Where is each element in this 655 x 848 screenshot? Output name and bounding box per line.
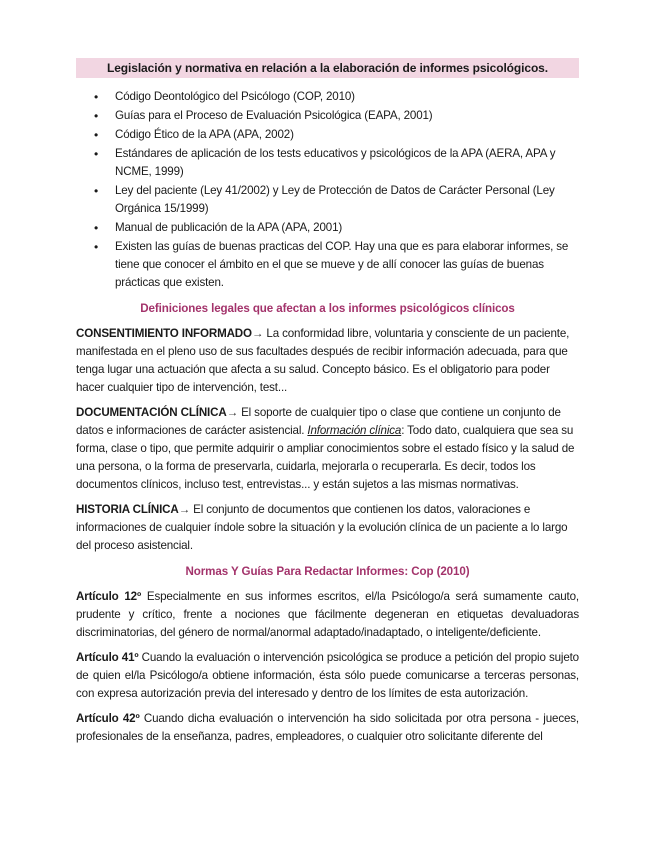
article-text: Cuando la evaluación o intervención psicológica se produce a petición del propio sujeto de quien el/la Psicólogo/a obtiene información, ésta sólo puede comunicarse a terceras personas, con expresa autorización previa del interesado y dentro de los límites de esta autorización. [76,651,579,700]
article-text: Cuando dicha evaluación o intervención ha sido solicitada por otra persona - jueces, profesionales de la enseñanza, padres, empleadores, o cualquier otro solicitante diferente del [76,712,579,743]
section-heading-normas: Normas Y Guías Para Redactar Informes: Cop (2010) [185,565,470,578]
definition-historia [76,501,579,555]
article-label: Artículo 41º [76,651,139,664]
definition-consentimiento [76,325,579,397]
definition-text: La conformidad libre, voluntaria y consciente de un paciente, manifestada en el pleno uso de sus facultades después de recibir información adecuada, para que tenga lugar una actuación que afecta a su salud. Concepto básico. Es el obligatorio para poder hacer cualquier tipo de intervención, test... [76,327,570,394]
list-item: • Código Ético de la APA (APA, 2002) [115,126,579,144]
article-text: Especialmente en sus informes escritos, el/la Psicólogo/a será sumamente cauto, prudente y crítico, frente a nociones que fácilmente degeneran en etiquetas devaluadoras discriminatorias, del género de normal/anormal adaptado/inadaptado, o inteligente/deficiente. [76,590,579,639]
definition-text: El conjunto de documentos que contienen los datos, valoraciones e informaciones de cualquier índole sobre la situación y la evolución clínica de un paciente a lo largo del proceso asistencial. [76,503,568,552]
article-42 [76,710,579,746]
list-item: • Manual de publicación de la APA (APA, 2001) [115,219,579,237]
definition-term: DOCUMENTACIÓN CLÍNICA→ [76,406,239,419]
definition-documentacion [76,404,579,494]
list-item: • Estándares de aplicación de los tests educativos y psicológicos de la APA (AERA, APA y NCME, 1999) [115,145,579,181]
section-heading-definitions: Definiciones legales que afectan a los informes psicológicos clínicos [140,302,515,315]
article-label: Artículo 42º [76,712,140,725]
definition-text: El soporte de cualquier tipo o clase que contiene un conjunto de datos e informaciones de carácter asistencial. [76,406,561,437]
document-title: Legislación y normativa en relación a la elaboración de informes psicológicos. [76,58,579,78]
article-label: Artículo 12º [76,590,142,603]
article-41 [76,649,579,703]
definition-term: HISTORIA CLÍNICA→ [76,503,191,516]
definition-text-after: : Todo dato, cualquiera que sea su forma, clase o tipo, que permite adquirir o ampliar conocimientos sobre el estado físico y la salud de una persona, o la forma de preservarla, cuidarla, mejorarla o recuperarla. Es decir, todos los documentos clínicos, incluso test, entrevistas... y están sujetos a las mismas normativas. [76,424,575,491]
list-item: • Existen las guías de buenas practicas del COP. Hay una que es para elaborar informes, se tiene que conocer el ámbito en el que se mueve y de allí conocer las guías de buenas prácticas que existen. [115,238,579,292]
article-12 [76,588,579,642]
definition-term: CONSENTIMIENTO INFORMADO→ [76,327,264,340]
list-item: • Ley del paciente (Ley 41/2002) y Ley de Protección de Datos de Carácter Personal (Ley Orgánica 15/1999) [115,182,579,218]
list-item: • Guías para el Proceso de Evaluación Psicológica (EAPA, 2001) [115,107,579,125]
legislation-list [76,88,579,292]
inline-term: Información clínica [307,424,402,437]
list-item: • Código Deontológico del Psicólogo (COP, 2010) [115,88,579,106]
